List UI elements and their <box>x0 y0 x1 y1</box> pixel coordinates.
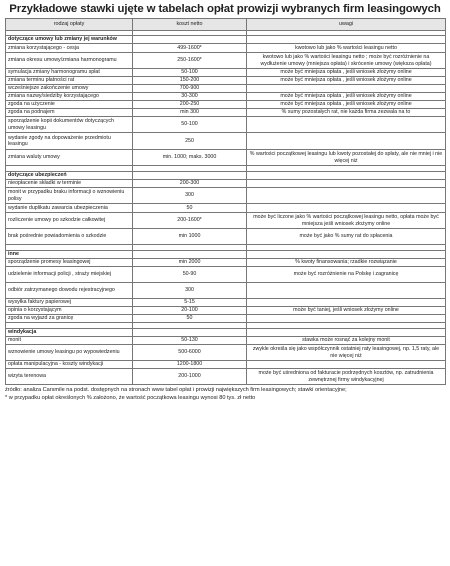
remarks-cell <box>247 133 446 150</box>
table-row <box>6 69 446 77</box>
table-row <box>6 77 446 85</box>
assumption-note: * w przypadku opłat określonych % założono, że wartość początkowa leasingu wynosi 80 tys. zł netto <box>5 395 256 401</box>
remarks-cell: % kwoty finansowania; rzadkie rozwiązanie <box>247 259 446 267</box>
net-cost-cell: 250-1600* <box>133 53 247 69</box>
table-row <box>6 85 446 93</box>
table-row <box>6 299 446 307</box>
fee-type-cell: zmiana korzystającego - cesja <box>6 44 133 53</box>
fee-type-cell: udzielenie informacji policji , straży miejskiej <box>6 267 133 283</box>
fee-type-cell: zgoda na podnajem <box>6 109 133 117</box>
fee-type-cell: wizyta terenowa <box>6 369 133 385</box>
remarks-cell <box>247 361 446 369</box>
remarks-cell: może być mniejsza opłata , jeśli wniosek złożymy online <box>247 93 446 101</box>
net-cost-cell <box>133 172 247 180</box>
table-row <box>6 188 446 204</box>
header-fee-type: rodzaj opłaty <box>6 19 133 31</box>
section-header-row <box>6 329 446 337</box>
table-row <box>6 109 446 117</box>
net-cost-cell: 50-100 <box>133 117 247 133</box>
table-row <box>6 117 446 133</box>
table-row <box>6 361 446 369</box>
net-cost-cell: 150-200 <box>133 77 247 85</box>
table-row <box>6 93 446 101</box>
section-title: inne <box>6 251 133 259</box>
remarks-cell <box>247 85 446 93</box>
fee-type-cell: nieopłacenie składki w terminie <box>6 180 133 188</box>
net-cost-cell: 500-6000 <box>133 345 247 361</box>
table-row <box>6 315 446 323</box>
net-cost-cell <box>133 36 247 44</box>
fee-type-cell: zmiana waluty umowy <box>6 150 133 166</box>
fee-type-cell: zmiana terminu płatności rat <box>6 77 133 85</box>
section-header-row <box>6 36 446 44</box>
remarks-cell <box>247 251 446 259</box>
source-note: źródło: analiza Carsmile na podst. dostępnych na stronach www tabel opłat i prowizji największych firm leasingowych; stawki orientacyjne; <box>5 387 347 393</box>
table-footer <box>5 386 445 402</box>
fee-type-cell: wysyłka faktury papierowej <box>6 299 133 307</box>
fee-type-cell: rozliczenie umowy po szkodzie całkowitej <box>6 213 133 229</box>
remarks-cell: może być mniejsza opłata , jeśli wniosek złożymy online <box>247 77 446 85</box>
remarks-cell: stawka może rosnąć za kolejny monit <box>247 337 446 345</box>
fee-type-cell: sporządzenie kopii dokumentów dotyczących umowy leasingu <box>6 117 133 133</box>
remarks-cell: % wartości początkowej leasingu lub kwoty pozostałej do spłaty, ale nie mniej i nie więcej niż <box>247 150 446 166</box>
fee-type-cell: opinia o korzystającym <box>6 307 133 315</box>
fee-type-cell: zgoda na użyczenie <box>6 101 133 109</box>
net-cost-cell: 200-300 <box>133 180 247 188</box>
section-header-row <box>6 251 446 259</box>
table-header-row <box>6 19 446 31</box>
fees-table <box>5 18 446 385</box>
table-row <box>6 101 446 109</box>
table-row <box>6 180 446 188</box>
fee-type-cell: odbiór zatrzymanego dowodu rejestracyjnego <box>6 283 133 299</box>
net-cost-cell: 50-100 <box>133 69 247 77</box>
net-cost-cell: 50 <box>133 315 247 323</box>
net-cost-cell: 200-1000 <box>133 369 247 385</box>
table-row <box>6 44 446 53</box>
table-row <box>6 369 446 385</box>
net-cost-cell: 50 <box>133 204 247 213</box>
table-row <box>6 229 446 245</box>
remarks-cell: może być uśredniona od fakturacie podrzędnych kosztów, np. zatrudnienia zewnętrznej firmy windykacyjnej <box>247 369 446 385</box>
fee-type-cell: monit w przypadku braku informacji o wznowieniu polisy <box>6 188 133 204</box>
remarks-cell: zwykle określa się jako współczynnik ostatniej raty leasingowej, np. 1,5 raty, ale nie więcej niż <box>247 345 446 361</box>
net-cost-cell: 1200-1800 <box>133 361 247 369</box>
remarks-cell: może być rozróżnienie na Polskę i zagranicę <box>247 267 446 283</box>
table-row <box>6 307 446 315</box>
remarks-cell: może być jako % sumy rat do spłacenia <box>247 229 446 245</box>
section-title: windykacja <box>6 329 133 337</box>
fee-type-cell: wydanie duplikatu zawarcia ubezpieczenia <box>6 204 133 213</box>
remarks-cell <box>247 315 446 323</box>
net-cost-cell: 5-15 <box>133 299 247 307</box>
document-title: Przykładowe stawki ujęte w tabelach opłat prowizji wybranych firm leasingowych <box>9 3 441 15</box>
net-cost-cell <box>133 329 247 337</box>
net-cost-cell: 30-300 <box>133 93 247 101</box>
net-cost-cell: 20-100 <box>133 307 247 315</box>
net-cost-cell <box>133 251 247 259</box>
fee-type-cell: zmiana okresu umowy/zmiana harmonogramu <box>6 53 133 69</box>
remarks-cell: % sumy pozostałych rat, nie każda firma zezwala na to <box>247 109 446 117</box>
table-row <box>6 259 446 267</box>
net-cost-cell: min 300 <box>133 109 247 117</box>
table-row <box>6 267 446 283</box>
remarks-cell <box>247 299 446 307</box>
net-cost-cell: 499-1600* <box>133 44 247 53</box>
net-cost-cell: 200-250 <box>133 101 247 109</box>
fee-type-cell: wydanie zgody na dopoważenie przedmiotu leasingu <box>6 133 133 150</box>
fee-type-cell: opłata manipulacyjna - koszty windykacji <box>6 361 133 369</box>
fee-type-cell: wcześniejsze zakończenie umowy <box>6 85 133 93</box>
remarks-cell: może być mniejsza opłata , jeśli wniosek złożymy online <box>247 101 446 109</box>
remarks-cell <box>247 172 446 180</box>
fee-type-cell: sporządzenie promesy leasingowej <box>6 259 133 267</box>
table-row <box>6 204 446 213</box>
header-net-cost: koszt netto <box>133 19 247 31</box>
net-cost-cell: 250 <box>133 133 247 150</box>
net-cost-cell: 50-130 <box>133 337 247 345</box>
net-cost-cell: 300 <box>133 283 247 299</box>
fee-type-cell: brak pośrednie powiadomienia o szkodzie <box>6 229 133 245</box>
remarks-cell: może być mniejsza opłata , jeśli wniosek złożymy online <box>247 69 446 77</box>
table-row <box>6 213 446 229</box>
remarks-cell: kwotowo lub jako % wartości leasingu netto ; może być rozróżnienie na wydłużenie umowy (mniejsza opłata) i skrócenie umowy (większa opłata) <box>247 53 446 69</box>
net-cost-cell: 300 <box>133 188 247 204</box>
remarks-cell <box>247 188 446 204</box>
net-cost-cell: min 2000 <box>133 259 247 267</box>
fee-type-cell: monit <box>6 337 133 345</box>
remarks-cell <box>247 283 446 299</box>
table-row <box>6 133 446 150</box>
table-row <box>6 53 446 69</box>
table-row <box>6 283 446 299</box>
fee-type-cell: zgoda na wyjazd za granicę <box>6 315 133 323</box>
table-row <box>6 150 446 166</box>
table-body <box>6 31 446 385</box>
fee-type-cell: wznowienie umowy leasingu po wypowiedzeniu <box>6 345 133 361</box>
table-row <box>6 337 446 345</box>
remarks-cell <box>247 36 446 44</box>
net-cost-cell: 200-1600* <box>133 213 247 229</box>
net-cost-cell: min. 1000; maks. 3000 <box>133 150 247 166</box>
remarks-cell <box>247 329 446 337</box>
section-title: dotyczące umowy lub zmiany jej warunków <box>6 36 133 44</box>
remarks-cell <box>247 117 446 133</box>
remarks-cell: kwotowo lub jako % wartości leasingu netto <box>247 44 446 53</box>
fee-type-cell: zmiana nazwy/siedziby korzystającego <box>6 93 133 101</box>
remarks-cell <box>247 180 446 188</box>
net-cost-cell: 50-90 <box>133 267 247 283</box>
table-row <box>6 345 446 361</box>
net-cost-cell: min 1000 <box>133 229 247 245</box>
header-remarks: uwagi <box>247 19 446 31</box>
section-title: dotyczące ubezpieczeń <box>6 172 133 180</box>
remarks-cell <box>247 204 446 213</box>
section-header-row <box>6 172 446 180</box>
net-cost-cell: 700-900 <box>133 85 247 93</box>
remarks-cell: może być liczone jako % wartości początkowej leasingu netto, opłata może być mniejsza jeśli wniosek złożymy online <box>247 213 446 229</box>
fee-type-cell: symulacja zmiany harmonogramu spłat <box>6 69 133 77</box>
remarks-cell: może być taniej, jeśli wniosek złożymy online <box>247 307 446 315</box>
